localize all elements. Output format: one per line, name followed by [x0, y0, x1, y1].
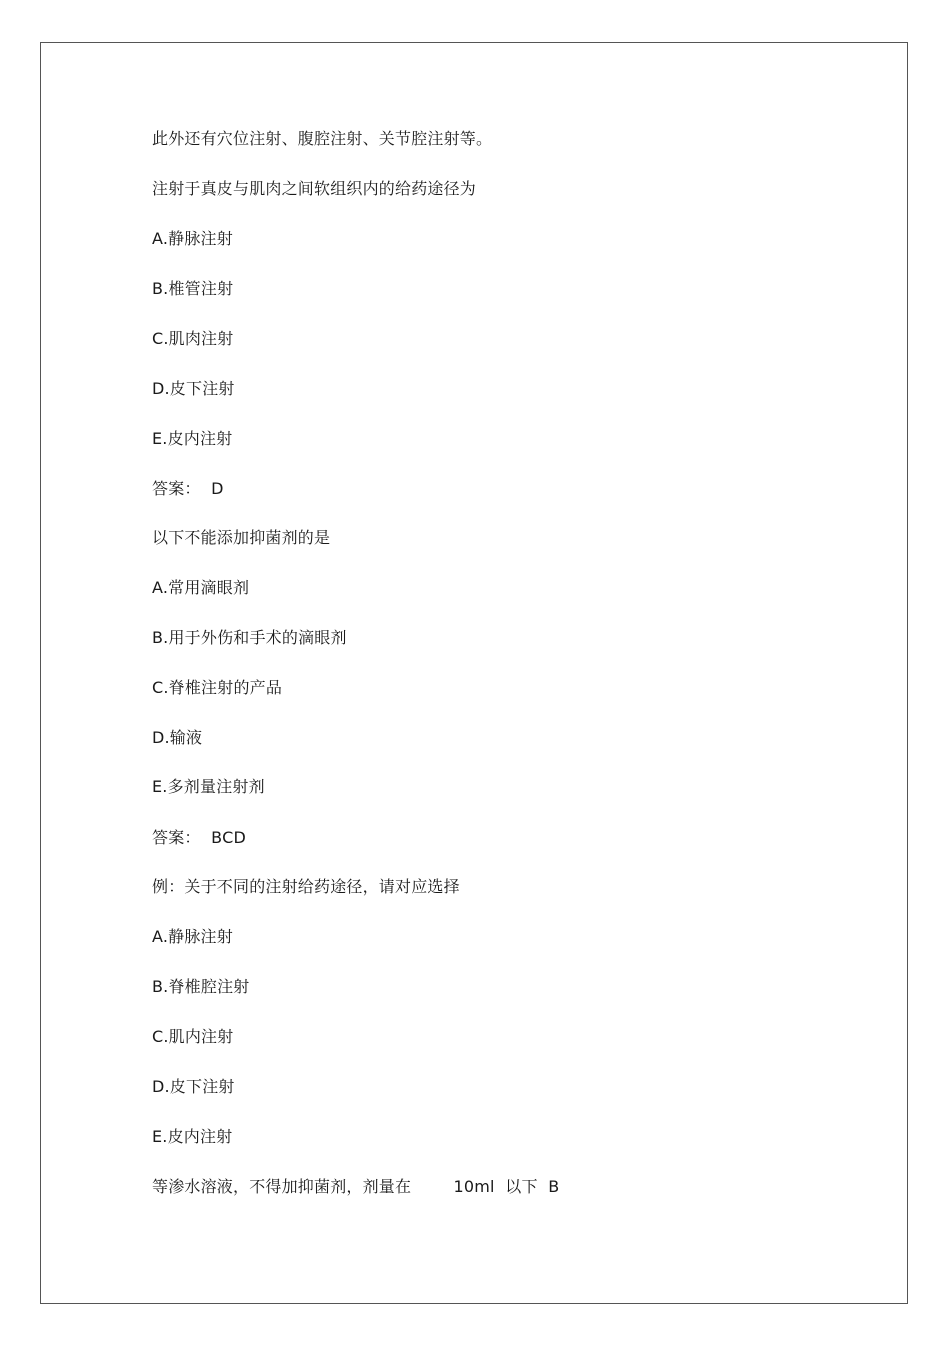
option-e: E.多剂量注射剂 [152, 777, 265, 796]
option-d: D.输液 [152, 728, 203, 747]
option-a: A.静脉注射 [152, 229, 233, 248]
text-line: 此外还有穴位注射、腹腔注射、关节腔注射等。 [152, 129, 493, 148]
option-e: E.皮内注射 [152, 429, 233, 448]
option-b: B.用于外伤和手术的滴眼剂 [152, 628, 347, 647]
option-a: A.常用滴眼剂 [152, 578, 250, 597]
option-b: B.椎管注射 [152, 279, 234, 298]
answer-text: 答案： BCD [152, 828, 246, 847]
option-c: C.肌内注射 [152, 1027, 234, 1046]
option-d: D.皮下注射 [152, 379, 235, 398]
option-e: E.皮内注射 [152, 1127, 233, 1146]
question-text: 以下不能添加抑菌剂的是 [152, 528, 331, 547]
option-b: B.脊椎腔注射 [152, 977, 250, 996]
option-c: C.脊椎注射的产品 [152, 678, 283, 697]
question-text: 例：关于不同的注射给药途径，请对应选择 [152, 877, 460, 896]
question-text: 注射于真皮与肌肉之间软组织内的给药途径为 [152, 179, 477, 198]
option-a: A.静脉注射 [152, 927, 233, 946]
text-line: 等渗水溶液，不得加抑菌剂，剂量在 10ml 以下 B [152, 1177, 560, 1196]
answer-text: 答案： D [152, 479, 224, 498]
option-c: C.肌肉注射 [152, 329, 234, 348]
option-d: D.皮下注射 [152, 1077, 235, 1096]
